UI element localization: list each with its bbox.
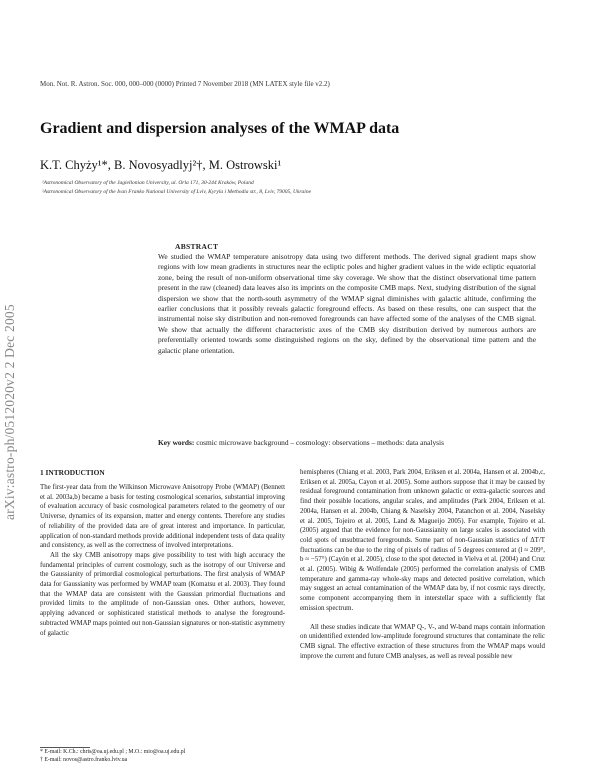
paragraph: hemispheres (Chiang et al. 2003, Park 2004, Eriksen et al. 2004a, Hansen et al. 2004b,c, Eriksen et al. 2005a, Cayon et al. 2005). Some authors suppose that it may be caused by residual foreground contamination from unknown galactic or extra-galactic sources and find their possible locations, angular scales, and amplitudes (Park 2004, Eriksen et al. 2004a, Hansen et al. 2004b, Chiang & Naselsky 2004, Patanchon et al. 2004, Naselsky et al. 2005, Tojeiro et al. 2005, Land & Magueijo 2005). For example, Tojeiro et al. (2005) argued that the evidence for non-Gaussianity on large scales is associated with cold spots of unsubtracted foregrounds. Some part of non-Gaussian statistics of ΔT/T fluctuations can be due to the ring of pixels of radius of 5 degrees centered at (l ≈ 209°, b ≈ −57°) (Cayón et al. 2005), close to the spot detected in Vielva et al. (2004) and Cruz et al. (2005). Wibig & Wolfendale (2005) performed the correlation analysis of CMB temperature and gamma-ray whole-sky maps and detected positive correlation, which may suggest an actual contamination of the WMAP data by, if not cosmic rays directly, some component accompanying them in interstellar space with a sufficiently flat emission spectrum. [300,469,545,612]
affiliation-1: ¹Astronomical Observatory of the Jagiellonian University, ul. Orla 171, 30-244 Kraków, Poland [42,180,254,186]
author-list: K.T. Chyży¹*, B. Novosyadlyj²†, M. Ostrowski¹ [40,158,282,172]
paragraph: All these studies indicate that WMAP Q-, V-, and W-band maps contain information on unidentified extended low-amplitude foreground structures that contaminate the relic CMB signal. The effective extraction of these structures from the WMAP maps would improve the current and future CMB analyses, as well as reveal possible new [300,623,545,660]
paragraph: The first-year data from the Wilkinson Microwave Anisotropy Probe (WMAP) (Bennett et al. 2003a,b) became a basis for testing cosmological scenarios, substantial improving of evaluation accuracy of basic cosmological parameters related to the geometry of our Universe, dynamics of its expansion, matter and energy contents. Therefore any studies of reliability of the provided data are of great interest and importance. In particular, application of non-standard methods provide additional independent tests of data quality and consistency, as well as the correctness of involved interpretations. [40,484,285,550]
paragraph: All the sky CMB anisotropy maps give possibility to test with high accuracy the fundamental principles of current cosmology, such as the isotropy of our Universe and the Gaussianity of primordial cosmological perturbations. The first analysis of WMAP data for Gaussianity was performed by WMAP team (Komatsu et al. 2003). They found that the WMAP data are consistent with the Gaussian primordial fluctuations and provided limits to the amplitude of non-Gaussian ones. Other authors, however, applying advanced or sophisticated statistical methods to analyse the foreground-subtracted WMAP maps pointed out non-Gaussian signatures or non-statistic asymmetry of galactic [40,551,285,637]
intro-left-column [40,483,285,638]
keywords-label: Key words: [158,438,195,447]
abstract-heading: ABSTRACT [175,242,219,251]
footnote-2: † E-mail: novos@astro.franko.lviv.ua [40,757,128,763]
section-heading: 1 INTRODUCTION [40,468,105,477]
paper-title: Gradient and dispersion analyses of the WMAP data [40,120,400,137]
affiliation-2: ²Astronomical Observatory of the Ivan Franko National University of Lviv, Kyryla i Methodia str., 8, Lviv, 79005, Ukraine [42,189,312,195]
keywords-text: cosmic microwave background – cosmology: observations – methods: data analysis [196,438,444,447]
abstract-text: We studied the WMAP temperature anisotropy data using two different methods. The derived signal gradient maps show regions with low mean gradients in structures near the ecliptic poles and higher gradient values in the wide ecliptic equatorial zone, being the result of non-uniform observational time sky coverage. We show that the distinct observational time pattern present in the raw (cleaned) data leaves also its imprints on the composite CMB maps. Next, studying distribution of the signal dispersion we show that the north-south asymmetry of the WMAP signal diminishes with galactic altitude, confirming the earlier conclusions that it possibly reveals galactic foreground effects. As based on these results, one can suspect that the instrumental noise sky distribution and non-removed foregrounds can have affected some of the analyses of the CMB signal. We show that actually the different characteristic axes of the CMB sky distribution derived by numerous authors are preferentially oriented towards some distinguished regions on the sky, defined by the observational time pattern and the galactic plane orientation. [158,252,536,355]
footnote-rule [40,747,90,748]
footnote-1: * E-mail: K.Ch.: chris@oa.uj.edu.pl ; M.O.: mio@oa.uj.edu.pl [40,749,186,755]
journal-header: Mon. Not. R. Astron. Soc. 000, 000–000 (0000) Printed 7 November 2018 (MN LATEX style file v2.2) [40,80,330,88]
arxiv-identifier: arXiv:astro-ph/0512020v2 2 Dec 2005 [2,304,17,520]
intro-right-column [300,468,545,661]
keywords [158,438,536,448]
